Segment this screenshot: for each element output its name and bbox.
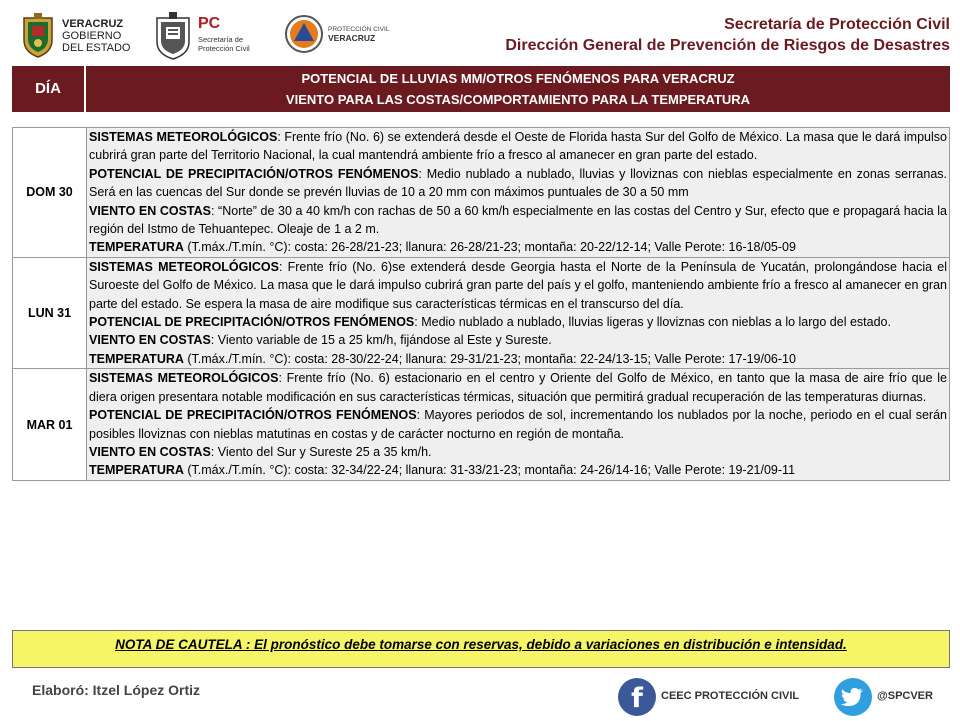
header-title-line1: Secretaría de Protección Civil <box>724 16 950 33</box>
pc-logo-text: PC Secretaría de Protección Civil <box>198 15 250 53</box>
day-cell: DOM 30 <box>13 128 87 258</box>
header-title-line2: Dirección General de Prevención de Riesgos de Desastres <box>505 37 950 54</box>
pc-veracruz-logo-text: PROTECCIÓN CIVIL VERACRUZ <box>328 26 390 43</box>
twitter-bird-icon <box>834 678 872 716</box>
band-title-line2: VIENTO PARA LAS COSTAS/COMPORTAMIENTO PARA LA TEMPERATURA <box>285 92 751 107</box>
title-band <box>12 66 950 112</box>
viento-paragraph: VIENTO EN COSTAS: Viento del Sur y Sureste 25 a 35 km/h. <box>89 444 432 459</box>
forecast-cell <box>87 257 950 368</box>
pc-veracruz-logo <box>284 12 414 62</box>
potencial-paragraph: POTENCIAL DE PRECIPITACIÓN/OTROS FENÓMENOS: Mayores periodos de sol, incrementando los nublados por la noche, periodo en el cual serán posibles lloviznas con nieblas matutinas en costas y de carácter nocturno en región de montaña. <box>89 408 947 441</box>
twitter-icon[interactable] <box>834 678 872 716</box>
sistemas-paragraph: SISTEMAS METEOROLÓGICOS: Frente frío (No. 6) estacionario en el centro y Oriente del Golfo de México, en tanto que la masa de aire frío que le diera origen presentara notable modificación en sus características térmicas, situación que permitirá gradual recuperación de las temperaturas diurnas. <box>89 371 947 404</box>
facebook-icon[interactable]: f <box>618 678 656 716</box>
viento-paragraph: VIENTO EN COSTAS: “Norte” de 30 a 40 km/h con rachas de 50 a 60 km/h especialmente en las costas del Centro y Sur, efecto que e propagará hacia la región del Istmo de Tehuantepec. Oleaje de 1 a 2 m. <box>89 203 947 237</box>
band-title <box>86 68 950 110</box>
caution-note <box>12 630 950 668</box>
temperatura-paragraph: TEMPERATURA (T.máx./T.mín. °C): costa: 32-34/22-24; llanura: 31-33/21-23; montaña: 24-26/14-16; Valle Perote: 19-21/09-11 <box>89 463 796 478</box>
caution-note-text: NOTA DE CAUTELA : El pronóstico debe tomarse con reservas, debido a variaciones en distribución e intensidad. <box>115 637 847 652</box>
veracruz-shield-icon <box>20 12 56 58</box>
veracruz-logo <box>20 12 150 62</box>
viento-paragraph: VIENTO EN COSTAS: Viento variable de 15 a 25 km/h, fijándose al Este y Sureste. <box>89 333 552 348</box>
forecast-cell <box>87 369 950 480</box>
pc-shield-icon <box>154 12 192 60</box>
header-logos <box>14 8 414 62</box>
twitter-label[interactable]: @SPCVER <box>877 690 933 702</box>
veracruz-logo-text: VERACRUZ GOBIERNO DEL ESTADO <box>62 18 131 54</box>
header-title <box>505 14 950 56</box>
table-row <box>13 257 950 368</box>
pc-logo <box>154 12 274 62</box>
band-title-line1: POTENCIAL DE LLUVIAS MM/OTROS FENÓMENOS PARA VERACRUZ <box>301 71 735 86</box>
temperatura-paragraph: TEMPERATURA (T.máx./T.mín. °C): costa: 26-28/21-23; llanura: 26-28/21-23; montaña: 20-22/12-14; Valle Perote: 16-18/05-09 <box>89 240 796 255</box>
sistemas-paragraph: SISTEMAS METEOROLÓGICOS: Frente frío (No. 6)se extenderá desde Georgia hasta el Norte de la Península de Yucatán, prolongándose hacia el Suroeste del Golfo de México. La masa que le dará impulso cubrirá gran parte del país y el golfo, manteniendo ambiente frío a fresco al amanecer en gran parte del estado. Se espera la masa de aire modifique sus características térmicas en el transcurso del día. <box>89 259 947 311</box>
band-day-label: DÍA <box>12 66 86 112</box>
potencial-paragraph: POTENCIAL DE PRECIPITACIÓN/OTROS FENÓMENOS: Medio nublado a nublado, lluvias ligeras y lloviznas con nieblas a lo largo del estado. <box>89 315 891 330</box>
temperatura-paragraph: TEMPERATURA (T.máx./T.mín. °C): costa: 28-30/22-24; llanura: 29-31/21-23; montaña: 22-24/13-15; Valle Perote: 17-19/06-10 <box>89 351 796 366</box>
day-cell: MAR 01 <box>13 369 87 480</box>
forecast-cell <box>87 128 950 258</box>
day-cell: LUN 31 <box>13 257 87 368</box>
table-row <box>13 128 950 258</box>
civil-protection-triangle-icon <box>284 14 324 54</box>
potencial-paragraph: POTENCIAL DE PRECIPITACIÓN/OTROS FENÓMENOS: Medio nublado a nublado, lluvias y lloviznas con nieblas especialmente en zonas serranas. Será en las cuencas del Sur donde se prevén lluvias de 10 a 20 mm con máximos puntuales de 30 a 50 mm <box>89 166 947 200</box>
sistemas-paragraph: SISTEMAS METEOROLÓGICOS: Frente frío (No. 6) se extenderá desde el Oeste de Florida hasta Sur del Golfo de México. La masa que le dará impulso cubrirá gran parte del Territorio Nacional, la cual mantendrá ambiente frío a fresco al amanecer en gran parte del estado. <box>89 130 947 163</box>
facebook-label[interactable]: CEEC PROTECCIÓN CIVIL <box>661 690 800 702</box>
author-credit: Elaboró: Itzel López Ortiz <box>32 682 201 698</box>
forecast-table <box>12 127 950 481</box>
table-row <box>13 369 950 480</box>
